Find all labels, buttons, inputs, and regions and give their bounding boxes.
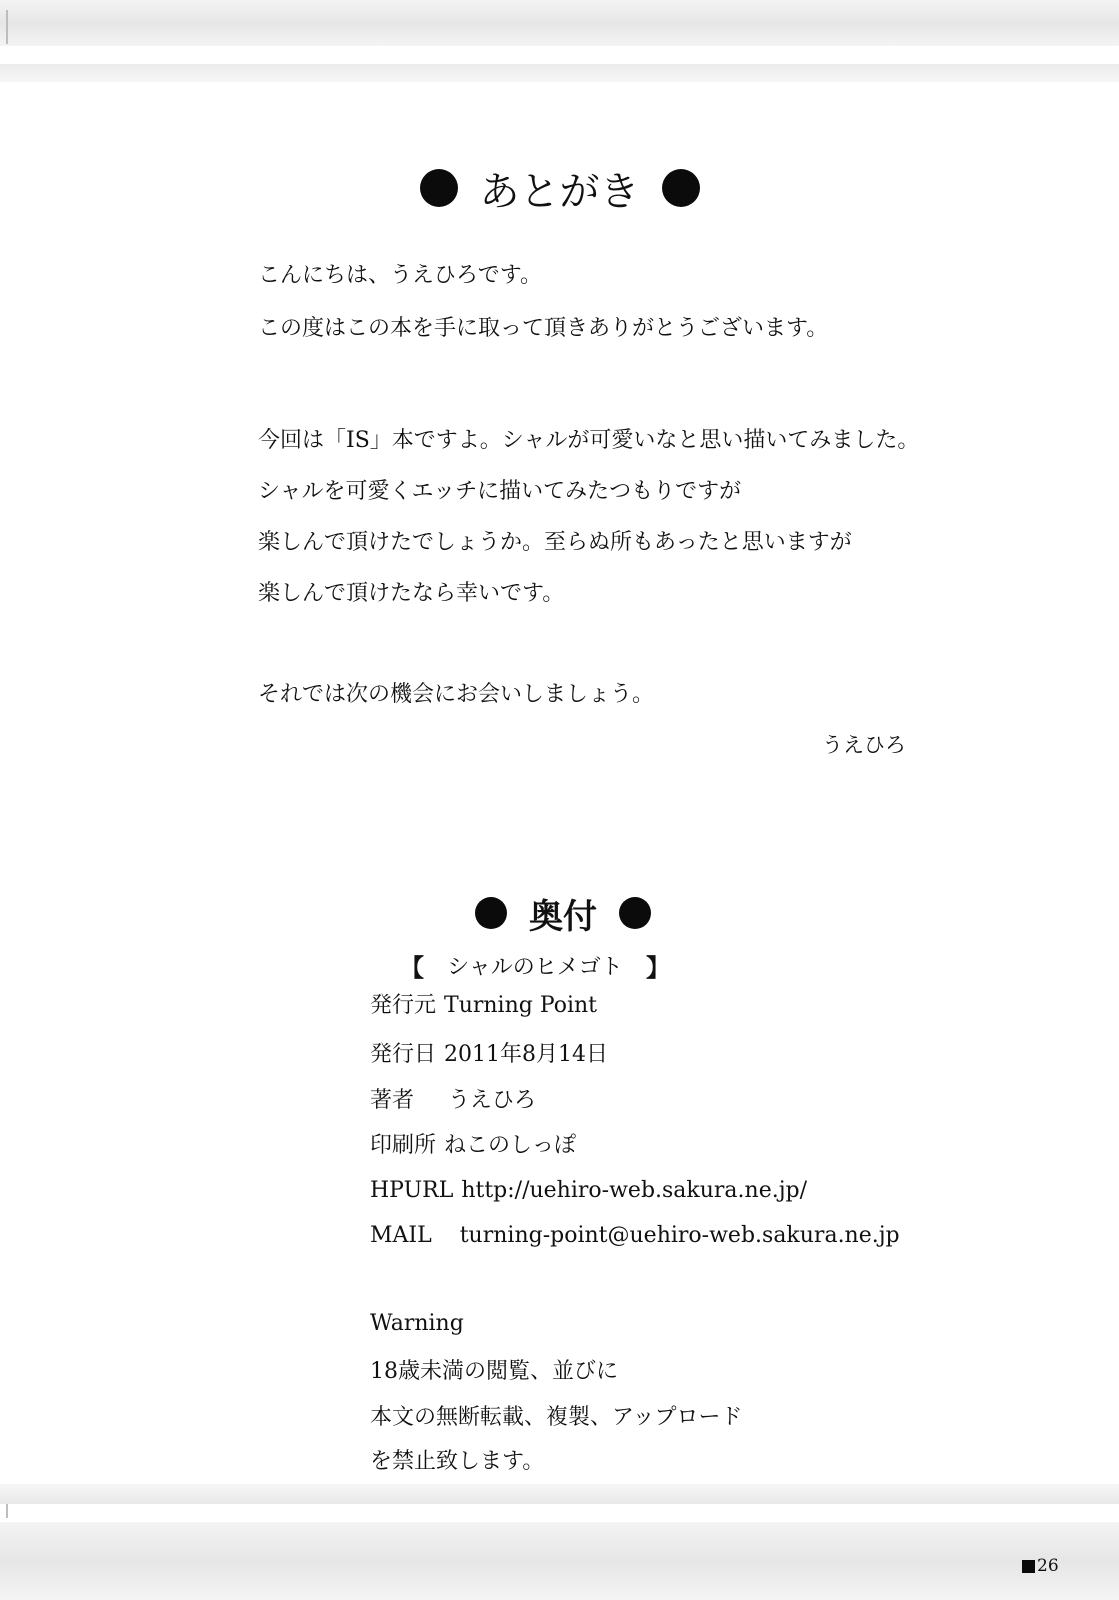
scan-band-top-secondary — [0, 64, 1119, 82]
afterword-closing-line: それでは次の機会にお会いしましょう。 — [258, 682, 655, 707]
afterword-title: あとがき — [479, 168, 640, 215]
printer-label: 印刷所 — [370, 1133, 437, 1158]
scan-band-top — [0, 0, 1119, 46]
author-label: 著者 — [370, 1088, 415, 1113]
book-title-open-bracket: 【 — [400, 953, 424, 982]
book-title-text: シャルのヒメゴト — [447, 955, 623, 980]
bullet-dot-icon — [475, 897, 507, 929]
hpurl-value: http://uehiro-web.sakura.ne.jp/ — [461, 1178, 808, 1203]
bullet-dot-icon — [662, 169, 700, 207]
colophon-heading — [428, 888, 698, 938]
mail-label: MAIL — [370, 1223, 432, 1248]
warning-line: を禁止致します。 — [370, 1449, 545, 1474]
publisher-line — [370, 995, 597, 1017]
date-value: 2011年8月14日 — [444, 1042, 608, 1067]
publisher-label: 発行元 — [370, 993, 437, 1018]
scan-band-bottom — [0, 1522, 1119, 1600]
warning-heading: Warning — [370, 1311, 464, 1336]
mail-line — [370, 1225, 900, 1247]
printer-line — [370, 1135, 576, 1157]
afterword-body-line: 楽しんで頂けたでしょうか。至らぬ所もあったと思いますが — [258, 530, 852, 555]
afterword-greeting-line: この度はこの本を手に取って頂きありがとうございます。 — [258, 316, 829, 341]
page-number — [1022, 1556, 1059, 1576]
page-number-value: 26 — [1037, 1556, 1059, 1576]
hpurl-line — [370, 1180, 807, 1202]
afterword-body-line: 今回は「IS」本ですよ。シャルが可愛いなと思い描いてみました。 — [258, 428, 920, 453]
bullet-dot-icon — [619, 897, 651, 929]
scan-edge-mark-top — [6, 10, 8, 44]
date-label: 発行日 — [370, 1042, 437, 1067]
afterword-body-line: 楽しんで頂けたなら幸いです。 — [258, 581, 565, 606]
afterword-heading — [0, 158, 1119, 218]
printer-value: ねこのしっぽ — [444, 1133, 577, 1158]
warning-line: 本文の無断転載、複製、アップロード — [370, 1405, 743, 1430]
warning-line: 18歳未満の閲覧、並びに — [370, 1359, 618, 1384]
date-line — [370, 1044, 608, 1066]
colophon-title: 奥付 — [529, 896, 597, 937]
square-marker-icon — [1022, 1560, 1035, 1573]
afterword-greeting-line: こんにちは、うえひろです。 — [258, 263, 543, 288]
publisher-value: Turning Point — [444, 993, 598, 1018]
afterword-body-line: シャルを可愛くエッチに描いてみたつもりですが — [258, 479, 742, 504]
mail-value: turning-point@uehiro-web.sakura.ne.jp — [459, 1223, 900, 1248]
author-line — [370, 1090, 536, 1112]
afterword-signature: うえひろ — [822, 733, 906, 757]
hpurl-label: HPURL — [370, 1178, 454, 1203]
book-title-close-bracket: 】 — [646, 953, 670, 982]
scan-band-bottom-secondary — [0, 1484, 1119, 1504]
author-value: うえひろ — [448, 1088, 537, 1113]
book-title — [400, 948, 670, 983]
bullet-dot-icon — [420, 169, 458, 207]
